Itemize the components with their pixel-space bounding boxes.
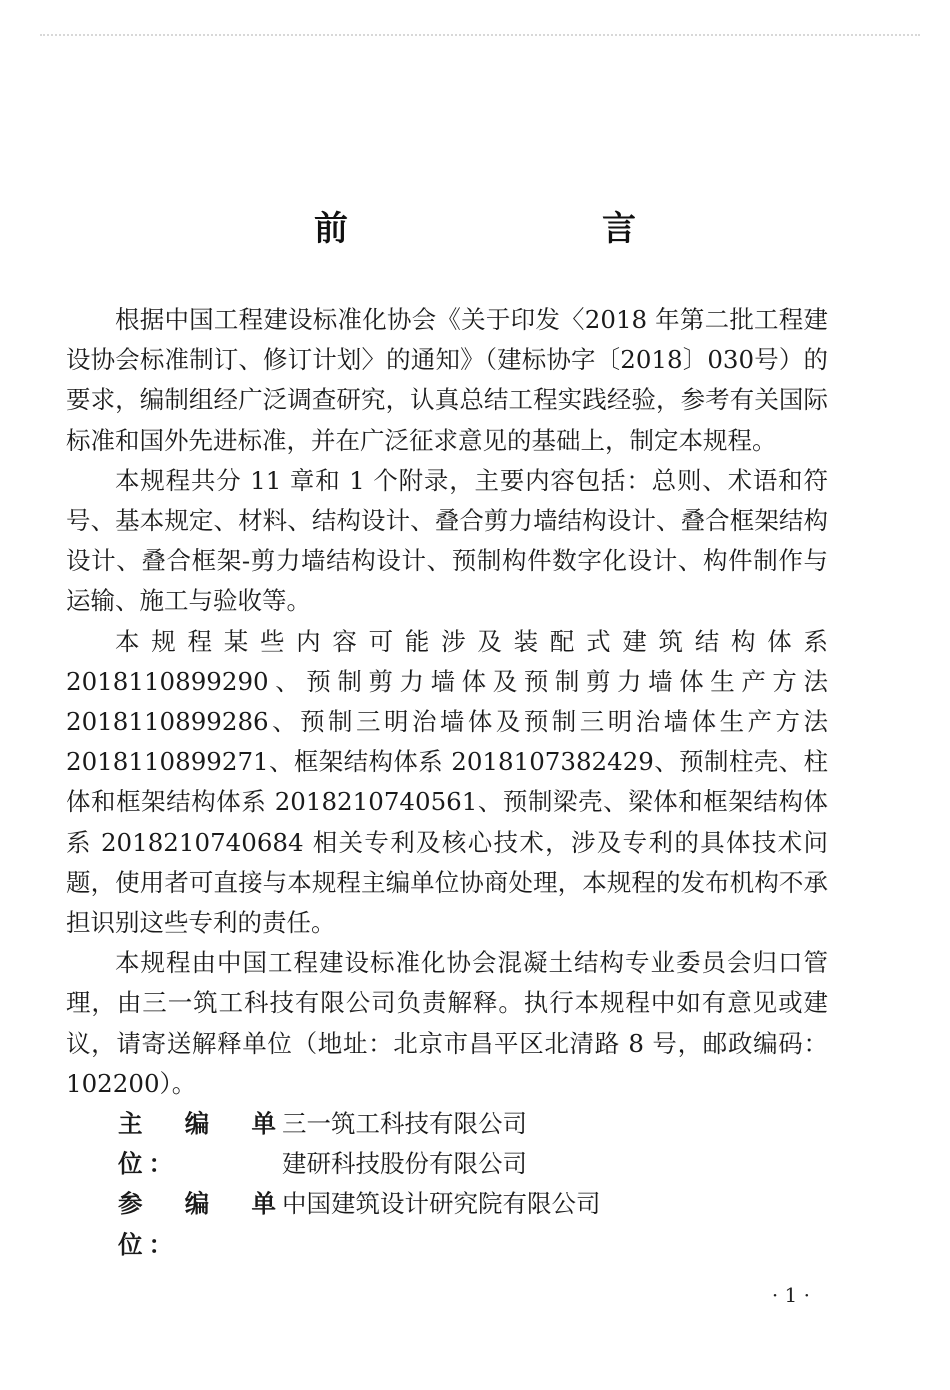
scan-edge-dots (40, 34, 920, 38)
participant-label: 参 编 单 位： (118, 1189, 282, 1259)
chief-editor-row (66, 1104, 828, 1184)
paragraph-administration: 本规程由中国工程建设标准化协会混凝土结构专业委员会归口管理，由三一筑工科技有限公司负责解释。执行本规程中如有意见或建议，请寄送解释单位（地址：北京市昌平区北清路 8 号，邮政编码：102200）。 (66, 948, 828, 1098)
participant-row (66, 1184, 828, 1264)
page-number: · 1 · (771, 1283, 810, 1307)
chief-editor-orgs (282, 1104, 828, 1184)
page-title: 前 言 (314, 208, 698, 249)
participant-orgs (282, 1184, 828, 1224)
credits-block (66, 1104, 828, 1265)
paragraph-background: 根据中国工程建设标准化协会《关于印发〈2018 年第二批工程建设协会标准制订、修订计划〉的通知》（建标协字〔2018〕030号）的要求，编制组经广泛调查研究，认真总结工程实践经验，参考有关国际标准和国外先进标准，并在广泛征求意见的基础上，制定本规程。 (66, 305, 828, 455)
chief-editor-org: 三一筑工科技有限公司 (282, 1109, 527, 1139)
participant-org: 中国建筑设计研究院有限公司 (282, 1189, 601, 1219)
chief-editor-label: 主 编 单 位： (118, 1109, 282, 1179)
paragraph-patents: 本规程某些内容可能涉及装配式建筑结构体系 2018110899290、预制剪力墙体及预制剪力墙体生产方法 2018110899286、预制三明治墙体及预制三明治墙体生产方法 2018110899271、框架结构体系 2018107382429、预制柱壳、柱体和框架结构体系 2018210740561、预制梁壳、梁体和框架结构体系 2018210740684 相关专利及核心技术，涉及专利的具体技术问题，使用者可直接与本规程主编单位协商处理，本规程的发布机构不承担识别这些专利的责任。 (66, 626, 828, 938)
paragraph-contents: 本规程共分 11 章和 1 个附录，主要内容包括：总则、术语和符号、基本规定、材料、结构设计、叠合剪力墙结构设计、叠合框架结构设计、叠合框架-剪力墙结构设计、预制构件数字化设计、构件制作与运输、施工与验收等。 (66, 465, 828, 616)
preface-body (66, 300, 828, 1265)
chief-editor-org: 建研科技股份有限公司 (282, 1149, 527, 1179)
